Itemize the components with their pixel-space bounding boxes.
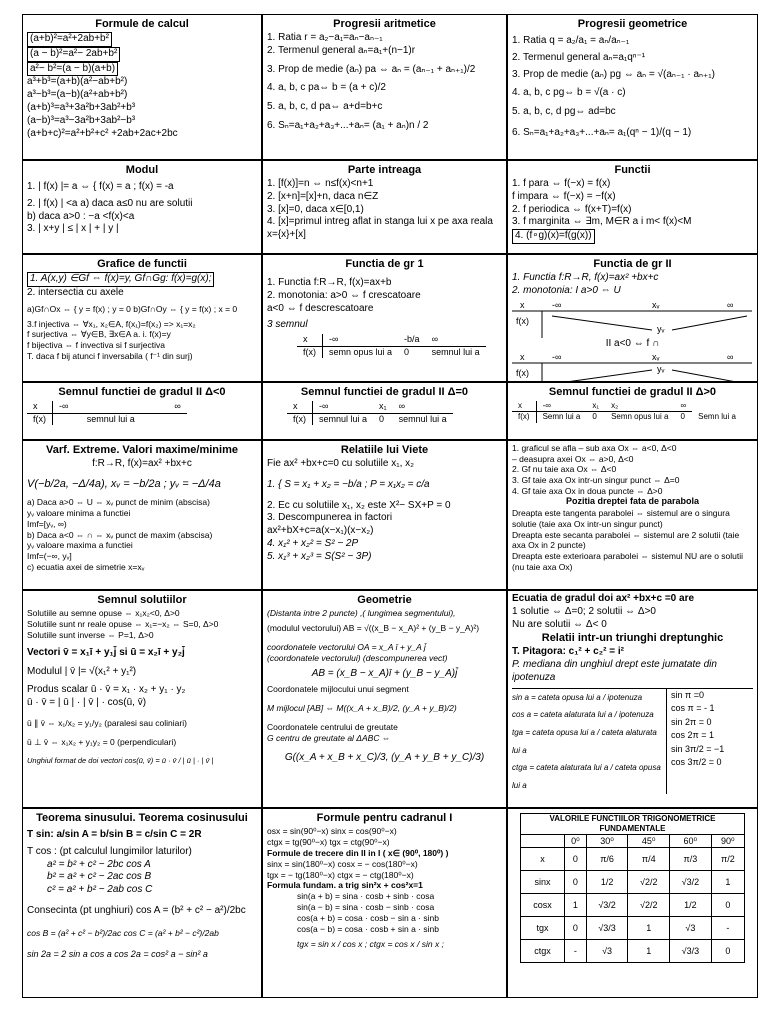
cell: 0 [379,413,385,424]
header-cell: 30⁰ [586,835,628,848]
formula: 5. x₁³ + x₂³ = S(S² − 3P) [267,550,372,562]
cell-parabola-position [507,440,758,590]
cell: x [520,299,525,310]
cell: π/6 [586,848,628,871]
title: Formule pentru cadranul I [316,812,453,824]
formula: P. mediana din unghiul drept este jumatate din ipotenuza [512,659,717,684]
cell: f(x) [516,368,529,379]
cell: x₁ [586,401,605,412]
cell-progresii-geometrice [507,14,758,160]
formula: (a+b)²=a²+2ab+b² [27,32,112,47]
formula: T sin: a/sin A = b/sin B = c/sin C = 2R [27,829,202,841]
formula: 3. Prop de medie (aₙ) pg ⇔ aₙ = √(aₙ₋₁ · aₙ₊₁) [512,68,715,80]
cell: xᵥ [652,352,660,363]
cell: √3/2 [586,894,628,917]
title: Semnul functiei de gradul II Δ>0 [548,386,717,398]
title: Grafice de functii [97,258,187,270]
title: Modul [125,164,159,176]
formula: 1. f para ⇔ f(−x) = f(x) [512,178,611,190]
formula: Fie ax² +bx+c=0 cu solutiile x₁, x₂ [267,458,415,470]
cell: -∞ [53,401,169,413]
cell: 0 [404,346,410,357]
cell: semnul lui a [431,346,480,357]
formula: (modulul vectorului) AB = √((x_B − x_A)² + (y_B − y_A)²) [267,622,480,633]
formula: a) Daca a>0 ⇔ U ⇔ xᵥ punct de minim (abscisa) [27,496,210,507]
cell: 1/2 [670,894,712,917]
cell: f(x) [27,413,53,425]
variation-diagram-up [512,298,752,338]
cell: 0 [711,894,744,917]
cell: x₂ [605,401,674,412]
cell: Semn lui a [698,412,736,422]
title: Parte intreaga [347,164,422,176]
formula: sin(a + b) = sina · cosb + sinb · cosa [297,891,435,902]
cell: semnul lui a [398,413,447,424]
cell: √3/3 [670,940,712,963]
paragraph: Dreapta este tangenta parabolei ⇔ sistemul are o singura solutie (taie axa Ox intr-un singur punct) [512,508,730,529]
formula: ū · v̄ = | ū | · | v̄ | · cos(ū, v̄) [27,697,147,709]
paragraph: Dreapta este secanta parabolei ⇔ sistemul are 2 solutii (taie axa Ox in 2 puncte) [512,529,740,551]
formula: 3.f injectiva ⇔ ∀x₁, x₂∈A, f(x₁)=f(x₂) => x₁=x₂ [27,318,196,329]
formula: Produs scalar ū · v̄ = x₁ · x₂ + y₁ · y₂ [27,684,186,696]
title: Pozitia dreptei fata de parabola [565,496,700,507]
cell-varf-extreme [22,440,262,590]
table-row [521,848,745,871]
sign-table [297,334,486,358]
cell [168,413,186,425]
formula: V(−b/2a, −Δ/4a), xᵥ = −b/2a ; yᵥ = −Δ/4a [27,477,221,490]
formula: AB = (x_B − x_A)ī + (y_B − y_A)j̄ [311,667,458,679]
title: Ecuatia de gradul doi ax² +bx+c =0 are [512,593,695,604]
cell: ∞ [426,334,486,346]
formula: b) daca a>0 : −a <f(x)<a [27,210,135,222]
title: Progresii aritmetice [333,18,436,30]
formula: 2. Termenul general aₙ=a₁+(n−1)r [267,44,416,56]
formula: 1. Functia f:R→R, f(x)=ax² +bx+c [512,272,659,284]
formula: Solutiile sunt inverse ⇔ P=1, Δ>0 [27,629,154,640]
title: Functia de gr II [593,258,672,270]
formula: sin(a − b) = sina · cosb − sinb · cosa [297,902,435,913]
cell: yᵥ [657,364,665,375]
cell-geometrie [262,590,507,808]
formula: (a − b)²=a²− 2ab+b² [27,47,120,62]
cell-viete [262,440,507,590]
increasing-arrow [672,316,747,330]
title: Semnul functiei de gradul II Δ<0 [58,386,226,398]
table-row [521,894,745,917]
formula: Coordonatele mijlocului unui segment [267,684,409,695]
cell: √2/2 [628,871,670,894]
formula: 1. { S = x₁ + x₂ = −b/a ; P = x₁x₂ = c/a [267,478,430,490]
cell-semnul-solutiilor [22,590,262,808]
formula: osx = sin(90⁰−x) sinx = cos(90⁰−x) [267,826,397,837]
formula: Solutiile sunt nr reale opuse ⇔ x₁=−x₂ ⇔ S=0, Δ>0 [27,618,219,629]
cell: -∞ [552,299,562,310]
cell: √3/3 [586,917,628,940]
formula: 2. Ec cu solutiile x₁, x₂ este X²− SX+P = 0 [267,499,451,511]
cell: semnul lui a [86,413,135,424]
formula: ū ⊥ v̄ ⇔ x₁x₂ + y₁y₂ = 0 (perpendiculari) [27,736,177,747]
formula: 4. Gf taie axa Ox in doua puncte ⇔ Δ>0 [512,485,663,496]
cell: 1 [628,917,670,940]
formula: cos 3π/2 = 0 [671,757,722,768]
formula: a<0 ⇔ f descrescatoare [267,302,374,314]
cell: 0 [711,940,744,963]
formula: b² = a² + c² − 2ac cos B [47,871,152,883]
formula: sin π =0 [671,689,704,700]
cell: 0 [565,848,587,871]
cell-functia-gr1 [262,254,507,382]
formula: Solutiile au semne opuse ⇔ x₁x₂<0, Δ>0 [27,608,180,619]
formula: c) ecuatia axei de simetrie x=xᵥ [27,562,145,573]
formula: sin 2a = 2 sin a cos a cos 2a = cos² a − sin² a [27,948,208,959]
table-row [521,917,745,940]
formula: a)Gf∩Ox ⇔ { y = f(x) ; y = 0 b)Gf∩Oy ⇔ { y = f(x) ; x = 0 [27,303,238,314]
cell: x [27,401,53,413]
paragraph: Dreapta este exterioara parabolei ⇔ sistemul NU are o solutii (nu taie axa Ox) [512,550,744,572]
cell: ∞ [393,401,453,413]
formula: yᵥ valoare maxima a functiei [27,540,133,551]
formula: 4. x₁² + x₂² = S² − 2P [267,538,359,550]
formula: 4. a, b, c pa⇔ b = (a + c)/2 [267,82,386,94]
formula: Unghiul format de doi vectori cos(ū, v̄) = ū · v̄ / | ū | · | v̄ | [27,755,214,765]
cell: f(x) [297,346,323,358]
formula: a²− b²=(a − b)(a+b) [27,62,118,77]
formula: G centru de greutate al ΔABC ⇔ [267,733,391,743]
formula: Imf=(−∞, yᵥ] [27,551,72,562]
formula: G((x_A + x_B + x_C)/3, (y_A + y_B + y_C)/3) [284,751,485,763]
formula: cos 2π = 1 [671,730,714,741]
cell-progresii-aritmetice [262,14,507,160]
cell: yᵥ [657,323,665,334]
cell: Semn lui a [542,412,581,422]
cell-formule-calcul [22,14,262,160]
formula: 2. Gf nu taie axa Ox ⇔ Δ<0 [512,464,617,475]
cell: x₁ [373,401,393,413]
increasing-arrow [552,370,652,382]
cell-functia-gr2 [507,254,758,382]
formula: (a−b)³=a³−3a²b+3ab²−b³ [27,114,136,126]
title: Varf. Extreme. Valori maxime/minime [46,444,238,456]
cell-semn-delta-neg [22,382,262,440]
formula: 4. a, b, c pg⇔ b = √(a · c) [512,87,626,99]
formula: Formula fundam. a trig sin²x + cos²x=1 [267,880,423,891]
formula: – deasupra axei Ox ⇔ a>0, Δ<0 [512,453,634,464]
formula: 6. Sₙ=a₁+a₂+a₃+...+aₙ= (a₁ + aₙ)n / 2 [267,120,429,132]
cell: 0 [592,412,597,422]
title: Relatiile lui Viete [340,444,429,456]
formula: sin 2π = 0 [671,716,712,727]
cell: -∞ [323,334,399,346]
cell-parte-intreaga [262,160,507,254]
cell: -∞ [552,352,562,363]
formula: 1. Functia f:R→R, f(x)=ax+b [267,277,392,289]
cell-trig-table [507,808,758,998]
formula: 1. graficul se afla – sub axa Ox ⇔ a<0, Δ<0 [512,443,677,453]
formula: tgx = − tg(180⁰−x) ctgx = − ctg(180⁰−x) [267,869,414,880]
formula: T cos : (pt calculul lungimilor laturilor) [27,845,192,857]
cell-modul [22,160,262,254]
cell: π/2 [711,848,744,871]
cell: √3 [586,940,628,963]
cell: ∞ [727,299,734,310]
cell: 1 [628,940,670,963]
table-row [521,871,745,894]
formula: Modulul | v̄ |= √(x₁² + y₁²) [27,665,137,677]
header-cell [521,835,565,848]
formula: a² = b² + c² − 2bc cos A [47,858,151,870]
formula: (a+b+c)²=a²+b²+c² +2ab+2ac+2bc [27,127,178,139]
cell: 1/2 [586,871,628,894]
cell: x [512,401,536,412]
formula: 4. [x]=primul intreg aflat in stanga lui x pe axa reala x={x}+[x] [267,216,493,241]
cell: √2/2 [628,894,670,917]
formula: 2. monotonia: a>0 ⇔ f crescatoare [267,289,421,301]
cell: x [287,401,313,413]
cell: ∞ [674,401,692,412]
cell: -b/a [398,334,426,346]
header-cell: 0⁰ [565,835,587,848]
formula: ctgx = tg(90⁰−x) tgx = ctg(90⁰−x) [267,836,390,847]
formula: 4. (f∘g)(x)=f(g(x)) [512,229,595,244]
formula: ū ∥ v̄ ⇔ x₁/x₂ = y₁/y₂ (paralesi sau coliniari) [27,717,187,728]
cell: 0 [680,412,685,422]
formula: 1. Ratia q = a₂/a₁ = aₙ/aₙ₋₁ [512,35,630,47]
formula: ax²+bX+c=a(x−x₁)(x−x₂) [267,525,374,537]
cell-cadranul-I [262,808,507,998]
formula: cos π = - 1 [671,703,715,714]
cell: ∞ [168,401,186,413]
formula: f:R→R, f(x)=ax² +bx+c [92,458,192,470]
title: Progresii geometrice [577,18,688,30]
formula: 2. monotonia: I a>0 ⇔ U [512,284,621,296]
title: Functii [614,164,651,176]
formula: 3. Descompunerea in factori [267,512,393,524]
title: Formule de calcul [95,18,189,30]
cell: sinx [521,871,565,894]
cell: x [297,334,323,346]
formula: yᵥ valoare minima a functiei [27,507,131,518]
formula: (Distanta intre 2 puncte) ,( lungimea segmentului), [267,608,456,619]
cell: - [565,940,587,963]
formula: f impara ⇔ f(−x) = −f(x) [512,190,616,202]
cell: π/3 [670,848,712,871]
title: Teorema sinusului. Teorema cosinusului [36,812,248,824]
formula: ctga = cateta alaturata lui a / cateta opusa lui a [512,763,661,790]
cell: xᵥ [652,299,660,310]
formula: sinx = sin(180⁰−x) cosx = − cos(180⁰−x) [267,858,418,869]
title: Relatii intr-un triunghi dreptunghic [541,632,724,645]
header-cell: 90⁰ [711,835,744,848]
table-title: VALORILE FUNCTIILOR TRIGONOMETRICE FUNDAMENTALE [521,814,745,835]
decreasing-arrow [552,316,652,330]
formula: 3. f marginita ⇔ ∃m, M∈R a i m< f(x)<M [512,216,692,228]
formula: cos(a + b) = cosa · cosb − sin a · sinb [297,913,439,924]
formula: f surjectiva ⇔ ∀y∈B, ∃x∈A a. i. f(x)=y [27,329,171,340]
cell-semn-delta-zero [262,382,507,440]
formula: f bijectiva ⇔ f invectiva si f surjectiva [27,340,165,351]
title: Geometrie [357,594,412,606]
formula: cos(a − b) = cosa · cosb + sin a · sinb [297,923,439,934]
cell: f(x) [516,315,529,326]
formula: coordonatele vectorului OA = x_A ī + y_A j̄ [267,641,426,652]
formula: 3. Gf taie axa Ox intr-un singur punct ⇔ Δ=0 [512,474,680,485]
formula: b) Daca a<0 ⇔ ∩ ⇔ xᵥ punct de maxim (abscisa) [27,529,213,540]
formula: sin 3π/2 = −1 [671,743,725,754]
cell-grafice-functii [22,254,262,382]
formula: II a<0 ⇔ f ∩ [605,337,660,349]
formula: tgx = sin x / cos x ; ctgx = cos x / sin x ; [297,938,444,949]
cell: √3 [670,917,712,940]
formula: (a+b)³=a³+3a²b+3ab²+b³ [27,102,136,114]
trig-values-table [520,813,745,963]
variation-diagram-down [512,350,752,382]
header-cell: 60⁰ [670,835,712,848]
cell: ctgx [521,940,565,963]
sign-table [27,401,187,425]
formula: a³+b³=(a+b)(a²−ab+b²) [27,76,128,88]
formula: Consecinta (pt unghiuri) cos A = (b² + c² − a²)/2bc [27,905,246,917]
formula: 3. Prop de medie (aₙ) pa ⇔ aₙ = (aₙ₋₁ + aₙ₊₁)/2 [267,63,476,75]
sign-table [512,401,742,422]
formula: 1 solutie ⇔ Δ=0; 2 solutii ⇔ Δ>0 [512,605,656,617]
formula: Formule de trecere din II in I ( x∈ (90⁰, 180⁰) ) [267,847,449,858]
formula: 6. Sₙ=a₁+a₂+a₃+...+aₙ= a₁(qⁿ − 1)/(q − 1) [512,127,692,139]
formula: 3. [x]=0, daca x∈[0,1) [267,203,364,215]
formula: 2. intersectia cu axele [27,286,124,298]
header-cell: 45⁰ [628,835,670,848]
cell: semnul lui a [319,413,368,424]
formula: T. Pitagora: c₁² + c₂² = i² [512,646,624,658]
formula: 2. | f(x) | <a a) daca a≤0 nu are solutii [27,197,193,209]
cell: Semn opus lui a [611,412,669,422]
formula: 1. [f(x)]=n ⇔ n≤f(x)<n+1 [267,178,374,190]
cell: 0 [565,917,587,940]
title: Semnul functiei de gradul II Δ=0 [300,386,469,398]
cell: tgx [521,917,565,940]
cell: π/4 [628,848,670,871]
formula: 3 semnul [267,319,308,331]
formula: Imf=[yᵥ, ∞) [27,518,67,529]
formula: cos a = cateta alaturata lui a / ipotenuza [512,710,654,720]
formula: Vectori v̄ = x₁ī + y₁j̄ si ū = x₂ī + y₂j̄ [27,646,185,658]
formula: 3. | x+y | ≤ | x | + | y | [27,223,119,235]
sign-table [287,401,453,425]
formula: T. daca f bij atunci f inversabila ( f⁻¹ din surj) [27,351,193,362]
cell: -∞ [313,401,374,413]
cell-triunghi-dreptunghic [507,590,758,808]
formula: tga = cateta opusa lui a / cateta alaturata lui a [512,728,657,755]
formula: 5. a, b, c, d pa⇔ a+d=b+c [267,101,383,113]
cell: 1 [565,894,587,917]
table-row [521,940,745,963]
cell: f(x) [287,413,313,425]
formula: Coordonatele centrului de greutate [267,722,398,733]
cell-teorema-sin-cos [22,808,262,998]
formula: cos B = (a² + c² − b²)/2ac cos C = (a² + b² − c²)/2ab [27,927,219,938]
formula: c² = a² + b² − 2ab cos C [47,884,153,896]
cell-functii [507,160,758,254]
formula: Nu are solutii ⇔ Δ< 0 [512,618,607,630]
formula: 2. f periodica ⇔ f(x+T)=f(x) [512,203,632,215]
title: Functia de gr 1 [345,258,424,270]
cell: cosx [521,894,565,917]
decreasing-arrow [672,370,747,382]
formula: 1. A(x,y) ∈Gf ⇔ f(x)=y, Gf∩Gg: f(x)=g(x); [27,272,214,287]
formula: (coordonatele vectorului) (descompunerea vect) [267,652,448,663]
cell: x [521,848,565,871]
title: Semnul solutiilor [97,594,187,606]
formula: 1. Ratia r = a₂−a₁=aₙ−aₙ₋₁ [267,32,383,44]
cell: - [711,917,744,940]
formula: 5. a, b, c, d pg⇔ ad=bc [512,106,616,118]
cell: √3/2 [670,871,712,894]
formula: 2. [x+n]=[x]+n, daca n∈Z [267,190,379,202]
formula: sin a = cateta opusa lui a / ipotenuza [512,692,643,702]
cell-semn-delta-pos [507,382,758,440]
formula: 2. Termenul general aₙ=a₁qⁿ⁻¹ [512,51,646,63]
cell: ∞ [727,352,734,363]
cell: f(x) [512,412,536,423]
cell: semn opus lui a [329,346,393,357]
cell: 1 [711,871,744,894]
cell: -∞ [536,401,586,412]
cell: x [520,352,525,363]
formula: a³−b³=(a−b)(a²+ab+b²) [27,89,128,101]
formula: M mijlocul [AB] ⇔ M((x_A + x_B)/2, (y_A + y_B)/2) [267,703,457,714]
formula: 1. | f(x) |= a ⇔ { f(x) = a ; f(x) = -a [27,181,174,193]
cell: 0 [565,871,587,894]
